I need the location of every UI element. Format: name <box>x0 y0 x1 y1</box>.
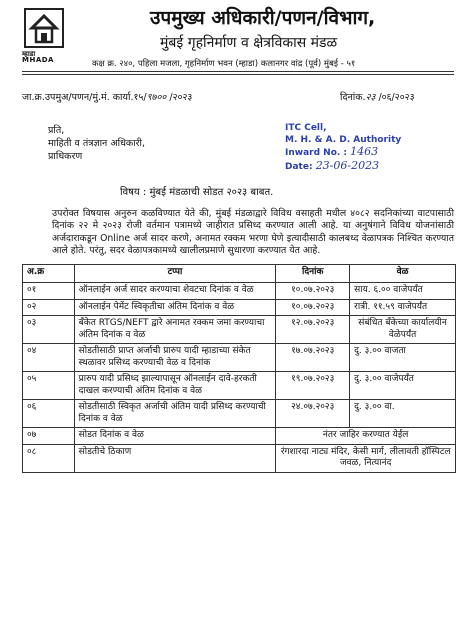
cell-time: साय. ६.०० वाजेपर्यंत <box>350 283 456 300</box>
cell-stage: सोडतीसाठी स्विकृत अर्जाची अंतिम यादी प्रसिध्द करण्याची दिनांक व वेळ <box>74 400 276 428</box>
addressee-line1: माहिती व तंत्रज्ञान अधिकारी, <box>48 138 146 149</box>
header-divider <box>22 71 454 72</box>
table-row <box>23 344 456 372</box>
cell-date: १७.०७.२०२३ <box>276 344 350 372</box>
letter-date <box>340 90 415 103</box>
stamp-date-label: Date: <box>285 161 316 172</box>
cell-time: दु. ३.०० वा. <box>350 400 456 428</box>
cell-serial: ०४ <box>23 344 75 372</box>
cell-serial: ०८ <box>23 444 75 472</box>
cell-stage: ऑनलाईन पेमेंट स्विकृतीचा अंतिम दिनांक व वेळ <box>74 299 276 316</box>
reference-prefix: जा.क्र.उपमुअ/पणन/मुं.मं. कार्या.१५/ <box>22 92 147 103</box>
cell-stage: सोडतीचे ठिकाण <box>74 444 276 472</box>
letter-body: उपरोक्त विषयास अनुरुन कळविण्यात येते की, मुंबई मंडळाद्वारे विविध वसाहती मधील ४०८२ सदनिकांच्या वाटपासाठी दिनांक २२ मे २०२३ रोजी वर्तमान पत्रामध्ये जाहीरात प्रसिध्द करण्यात आली आहे. या अनुषंगाने विविध योजनांसाठी अर्जदाराकडून Online अर्ज सादर करणे, अनामत रक्कम भरणा घेणे इत्यादीसाठी कालबध्द वेळापत्रक निश्चित करण्यात आले होते. परंतु, सदर वेळापत्रकामध्ये खालीलप्रमाणे सुधारणा करण्यात येत आहे. <box>52 208 454 257</box>
logo-text-english: MHADA <box>22 56 54 64</box>
cell-date-time-merged: नंतर जाहिर करण्यात येईल <box>276 428 456 445</box>
stamp-line2: M. H. & A. D. Authority <box>285 134 402 145</box>
table-header-row <box>23 265 456 283</box>
cell-serial: ०३ <box>23 316 75 344</box>
table-row <box>23 372 456 400</box>
col-header-time: वेळ <box>350 265 456 283</box>
table-row <box>23 400 456 428</box>
table-row <box>23 428 456 445</box>
cell-stage: सोडतीसाठी प्राप्त अर्जाची प्रारुप यादी म्हाडाच्या संकेत स्थळावर प्रसिध्द करण्याची वेळ व दिनांक <box>74 344 276 372</box>
addressee-line2: प्राधिकरण <box>48 151 83 162</box>
col-header-serial: अ.क्र <box>23 265 75 283</box>
table-row <box>23 316 456 344</box>
date-rest: /०६/२०२३ <box>375 92 415 103</box>
cell-time: दु. ३.०० वाजेपर्यंत <box>350 372 456 400</box>
cell-serial: ०२ <box>23 299 75 316</box>
cell-time: रात्री. ११.५९ वाजेपर्यंत <box>350 299 456 316</box>
office-address: कक्ष क्र. २४०, पहिला मजला, गृहनिर्माण भवन (म्हाडा) कलानगर वांद्र (पूर्व) मुंबई - ५१ <box>92 59 356 69</box>
cell-stage: ऑनलाईन अर्ज सादर करण्याचा शेवटचा दिनांक व वेळ <box>74 283 276 300</box>
table-row <box>23 444 456 472</box>
cell-date: १२.०७.२०२३ <box>276 316 350 344</box>
cell-date: १०.०७.२०२३ <box>276 299 350 316</box>
cell-stage: सोडत दिनांक व वेळ <box>74 428 276 445</box>
subject-line: विषय : मुंबई मंडळाची सोडत २०२३ बाबत. <box>120 187 274 198</box>
table-row <box>23 299 456 316</box>
cell-venue: रंगशारदा नाट्य मंदिर, केसी मार्ग, लीलावती हॉस्पिटल जवळ, नित्यानंद <box>276 444 456 472</box>
inward-stamp <box>285 123 435 173</box>
reference-handwritten-number: ९७०० <box>146 92 167 103</box>
mhada-logo-icon <box>24 8 64 48</box>
logo-text-devanagari: म्हाडा <box>22 50 36 58</box>
cell-serial: ०७ <box>23 428 75 445</box>
stamp-date <box>285 160 435 174</box>
date-label: दिनांक. <box>340 92 366 103</box>
stamp-line1: ITC Cell, <box>285 123 327 133</box>
reference-number <box>22 90 192 103</box>
cell-date: १९.०७.२०२३ <box>276 372 350 400</box>
cell-stage: बँकेत RTGS/NEFT द्वारे अनामत रक्कम जमा करण्याचा अंतिम दिनांक व वेळ <box>74 316 276 344</box>
cell-serial: ०१ <box>23 283 75 300</box>
header-divider-2 <box>22 74 454 75</box>
stamp-date-value: 23-06-2023 <box>315 158 380 172</box>
addressee-prati: प्रति, <box>48 125 65 136</box>
cell-serial: ०६ <box>23 400 75 428</box>
col-header-stage: टप्पा <box>74 265 276 283</box>
cell-date: १०.०७.२०२३ <box>276 283 350 300</box>
cell-time: संबंधित बँकेच्या कार्यालयीन वेळेपर्यंत <box>350 316 456 344</box>
cell-date: २४.०७.२०२३ <box>276 400 350 428</box>
stamp-inward-label: Inward No. : <box>285 148 351 158</box>
date-handwritten-day: २३ <box>365 92 376 103</box>
cell-serial: ०५ <box>23 372 75 400</box>
stamp-inward-number: 1463 <box>350 145 379 158</box>
board-name: मुंबई गृहनिर्माण व क्षेत्रविकास मंडळ <box>160 35 338 51</box>
cell-stage: प्रारुप यादी प्रसिध्द झाल्यापासून ऑनलाईन दावे-हरकती दाखल करण्याची अंतिम दिनांक व वेळ <box>74 372 276 400</box>
schedule-table <box>22 264 456 473</box>
cell-time: दु. ३.०० वाजता <box>350 344 456 372</box>
stamp-inward <box>285 146 435 160</box>
table-row <box>23 283 456 300</box>
col-header-date: दिनांक <box>276 265 350 283</box>
reference-suffix: /२०२३ <box>166 92 193 103</box>
office-title: उपमुख्य अधिकारी/पणन/विभाग, <box>150 7 376 29</box>
